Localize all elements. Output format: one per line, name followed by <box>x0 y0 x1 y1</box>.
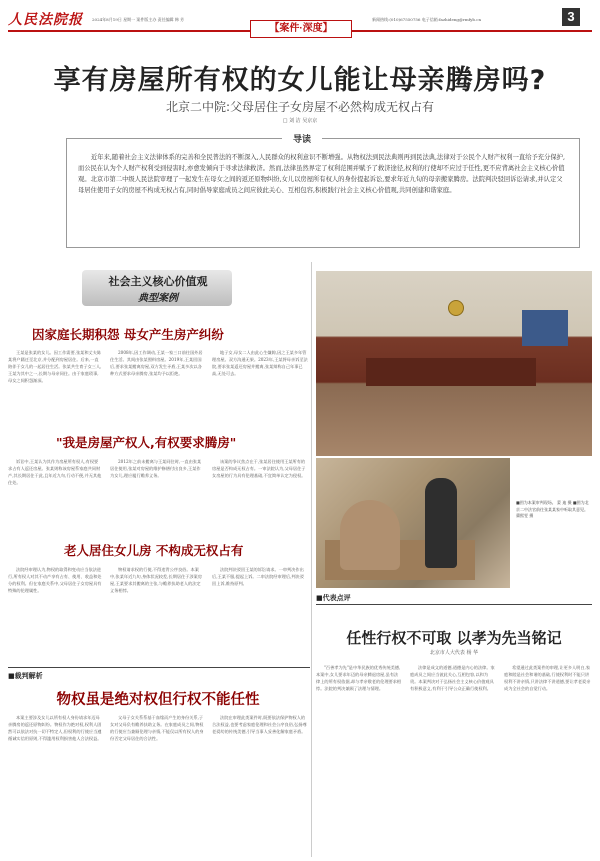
header-contact: 新闻热线:(010)67550756 电子信箱:fazhideng@rmfyb.cn <box>372 17 482 22</box>
photo-caption: ■图为本案审判现场。 蒙 迪 摄 ■图为北京二中法官前往张某某家中听取其意见。 冀熙雯 摄 <box>516 500 589 518</box>
page-number: 3 <box>562 8 580 26</box>
ruling-col-2: 父母子女关系系基于血缘而产生的身份关系,子女对父母负有赡养扶助义务。在家庭成员之间,物权的行使应当兼顾伦理与亲情,不能仅以所有权人的身份否定父母居住的合法性。 <box>110 715 204 741</box>
judge-figure <box>425 478 457 568</box>
guide-text: 近年来,随着社会主义法律体系的完善和全民普法的不断深入,人民群众的权利意识不断增强。从物权法到民法典则再到民法典,法律对于公民个人财产权利一直给予充分保护,而公民在认为个人财产权利受到侵害时,亦愈发倾向于寻求法律救济。然而,法律虽然界定了权利范围并赋予了救济途径,权利的行使却不应过于任性,更不应背离社会主义核心价值观。北京市第二中级人民法院审理了一起发生在母女之间的返还原物纠纷,女儿以房屋所有权人的身份提起诉讼,要求年近九旬的母亲搬家腾房。法院判决驳回诉讼请求,并认定父母居住使用子女的房屋不构成无权占有,同时倡导家庭成员之间应彼此关心、互相包容,积极践行社会主义核心价值观,共同创建和谐家庭。 <box>78 154 565 194</box>
commentary-rule <box>316 604 592 605</box>
ruling-tag: ■裁判解析 <box>8 672 43 680</box>
court-bench <box>366 358 536 386</box>
guide-title: 导读 <box>282 132 322 145</box>
section-heading-2: "我是房屋产权人,有权要求腾房" <box>56 435 237 450</box>
section-2-col-3: 该案的争议焦点在于,张某居住使用王某所有的房屋是否构成无权占有。一审法院认为,父母居住子女房屋的行为具有伦理基础,不宜简单认定为侵权。 <box>212 459 306 478</box>
commentary-author: 北京市人大代表 杨 华 <box>429 650 479 656</box>
article-subtitle: 北京二中院:父母居住子女房屋不必然构成无权占有 <box>165 100 435 114</box>
section-heading-3: 老人居住女儿房 不构成无权占有 <box>64 543 244 558</box>
section-1-col-2: 2008年,因工作调动,王某一家三口前往国外居住生活。其间由张某照料房屋。2019年,王某回国后,要求张某搬离房屋,双方发生矛盾,王某多次以各种方式要求母亲腾房,张某均予以拒绝。 <box>110 350 203 376</box>
commentary-tag: ■代表点评 <box>316 594 351 602</box>
section-1-col-1: 王某是张某的女儿。因工作需要,张某和丈夫陈某将户籍迁至北京,并分配到房屋居住。后来,一直陪伴于女儿的一起居住生活。张某共生育子女三人,王某为其中之一,长期与母亲同住。由于家庭琐事,母女之间积怨渐深。 <box>8 350 102 383</box>
core-values-banner-subtitle: 典型案例 <box>138 293 178 304</box>
section-3-col-3: 法院判决驳回王某的诉讼请求。一审判决作出后,王某不服,提起上诉。二审法院经审理后,判决驳回上诉,维持原判。 <box>212 567 304 586</box>
article-headline: 享有房屋所有权的女儿能让母亲腾房吗? <box>53 65 547 96</box>
elderly-woman-figure <box>340 500 400 570</box>
section-tag: 【案件·深度】 <box>250 20 352 38</box>
court-emblem-icon <box>448 300 464 316</box>
masthead: 人民法院报 <box>8 12 83 28</box>
article-byline: □ 刘 洁 吴京京 <box>282 118 318 124</box>
section-1-col-3: 地子女,母女二人由此心生嫌隙,因之王某多年管理房屋。双方沟通无果。2023年,王某将母亲诉至法院,要求张某返还房屋并搬离,张某辩称自己年事已高,无处可去。 <box>212 350 308 376</box>
section-2-col-2: 2012年之前未搬离与王某同住时,一直由张某居住使用,张某对房屋的维护修缮付出良多,王某作为女儿,理应履行赡养义务。 <box>110 459 202 478</box>
ruling-headline: 物权虽是绝对权但行权不能任性 <box>56 692 260 708</box>
section-heading-1: 因家庭长期积怨 母女产生房产纠纷 <box>32 327 224 342</box>
ruling-col-1: 本案主要涉及女儿以所有权人身份请求年迈母亲腾房的返还原物纠纷。物权作为绝对权,权利人固然可以依法对抗一切不特定人,但权利的行使应当遵循诚实信用原则,不得滥用权利损害他人合法权益。 <box>8 715 102 741</box>
commentary-col-3: 希望通过此类案件的审理,让更多人明白,家庭和睦是社会和谐的基础,行使权利时不能只讲权利不讲亲情,只讲法律不讲道德,要让孝老爱亲成为全社会的自觉行动。 <box>504 665 591 691</box>
ruling-col-3: 法院在审理此类案件时,既要依法保护物权人的合法权益,也要考虑家庭伦理和社会公序良俗,弘扬尊老爱幼的传统美德,引导当事人妥善化解家庭矛盾。 <box>212 715 307 734</box>
core-values-banner-title: 社会主义核心价值观 <box>108 275 208 288</box>
section-3-col-2: 物权请求权的行使,不得违背公序良俗。本案中,张某年近九旬,身体状况较差,长期居住于涉案房屋,王某要求其搬离的主张,与赡养扶助老人的法定义务相悖。 <box>110 567 202 593</box>
commentary-col-2: 法律是成文的道德,道德是内心的法律。家庭成员之间应当彼此关心,互相包容,以和为贵。本案判决对于弘扬社会主义核心价值观具有积极意义,有利于引导公众正确行使权利。 <box>410 665 495 691</box>
section-2-col-1: 诉讼中,王某认为其作为房屋所有权人,有权要求占有人返还房屋。张某则称该房屋系家庭共同财产,其长期居住于此,且年近九旬,行动不便,并无其他住处。 <box>8 459 102 485</box>
commentary-headline: 任性行权不可取 以孝为先当铭记 <box>346 629 562 647</box>
court-screen <box>522 310 568 346</box>
ruling-rule <box>8 667 310 668</box>
header-meta: 2024年8月19日 星期一 案件版主办 责任编辑 韩 芳 <box>92 17 185 22</box>
column-divider <box>311 262 312 857</box>
section-3-col-1: 法院经审理认为,物权的取得和变动应当依法进行,所有权人对其不动产享有占有、使用、收益和处分的权利。但在家庭关系中,父母居住子女房屋具有特殊的伦理属性。 <box>8 567 102 593</box>
commentary-col-1: "百善孝为先"是中华民族的优秀传统美德,本案中,女儿要求年迈的母亲腾退房屋,虽有法律上的所有权依据,却与孝亲敬老的伦理要求相悖。法院的判决兼顾了法理与情理。 <box>316 665 402 691</box>
